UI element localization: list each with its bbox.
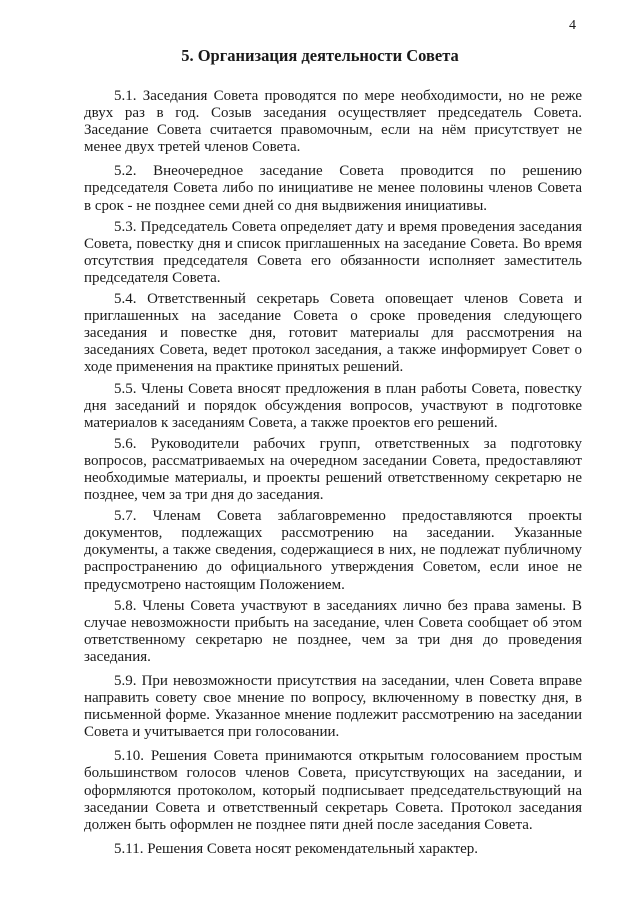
paragraph-5-8: 5.8. Члены Совета участвуют в заседаниях лично без права замены. В случае невозможности прибыть на заседание, член Совета сообщает об этом ответственному секретарю не позднее, чем за три дня до проведения заседания. [84,597,582,665]
paragraph-5-5: 5.5. Члены Совета вносят предложения в план работы Совета, повестку дня заседаний и порядок обсуждения вопросов, участвуют в подготовке материалов к заседаниям Совета, а также проектов его решений. [84,380,582,431]
page-number: 4 [569,18,576,33]
paragraph-5-10: 5.10. Решения Совета принимаются открытым голосованием простым большинством голосов членов Совета, присутствующих на заседании, и оформляются протоколом, который подписывает председательствующий на заседании Совета и ответственный секретарь Совета. Протокол заседания должен быть оформлен не позднее пяти дней после заседания Совета. [84,748,582,833]
paragraph-5-9: 5.9. При невозможности присутствия на заседании, член Совета вправе направить совету свое мнение по вопросу, включенному в повестку дня, в письменной форме. Указанное мнение подлежит рассмотрению на заседании Совета и учитывается при голосовании. [84,673,582,741]
section-title: 5. Организация деятельности Совета [181,46,459,65]
paragraph-5-11: 5.11. Решения Совета носят рекомендательный характер. [114,840,479,857]
paragraph-5-2: 5.2. Внеочередное заседание Совета проводится по решению председателя Совета либо по инициативе не менее половины членов Совета в срок - не позднее семи дней со дня выдвижения инициативы. [84,163,582,214]
paragraph-5-3: 5.3. Председатель Совета определяет дату и время проведения заседания Совета, повестку дня и список приглашенных на заседание Совета. Во время отсутствия председателя Совета его обязанности исполняет заместитель председателя Совета. [84,218,582,286]
paragraph-5-1: 5.1. Заседания Совета проводятся по мере необходимости, но не реже двух раз в год. Созыв заседания осуществляет председатель Совета. Заседание Совета считается правомочным, если на нём присутствует не менее двух третей членов Совета. [84,88,582,156]
paragraph-5-6: 5.6. Руководители рабочих групп, ответственных за подготовку вопросов, рассматриваемых на очередном заседании Совета, предоставляют необходимые материалы, и проекты решений ответственному секретарю не позднее, чем за три дня до заседания. [84,435,582,504]
document-body [84,88,582,865]
paragraph-5-4: 5.4. Ответственный секретарь Совета оповещает членов Совета и приглашенных на заседание Совета о сроке проведения следующего заседания и повестке дня, готовит материалы для рассмотрения на заседаниях Совета, ведет протокол заседания, а также информирует Совет о ходе применения на практике принятых решений. [84,291,582,376]
paragraph-5-7: 5.7. Членам Совета заблаговременно предоставляются проекты документов, подлежащих рассмотрению на заседании. Указанные документы, а также сведения, содержащиеся в них, не подлежат публичному распространению до официального утверждения Советом, если иное не предусмотрено настоящим Положением. [84,508,582,593]
